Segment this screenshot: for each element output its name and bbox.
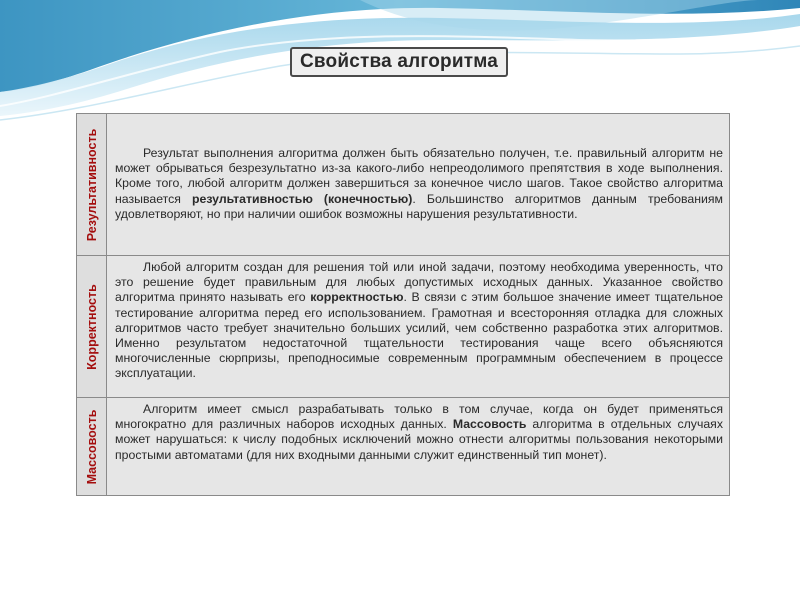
property-label: Корректность	[84, 283, 99, 370]
description-text: Результат выполнения алгоритма должен быть обязательно получен, т.е. правильный алгоритм не может обрываться безрезультатно из-за какого-либо непреодолимого препятствия в ходе выполнения. Кроме того, любой алгоритм должен завершиться за конечное число шагов. Такое свойство алгоритма называется	[115, 146, 723, 206]
row-label-cell	[77, 256, 107, 397]
description-text: . Большинство алгоритмов данным требованиям удовлетворяют, но при наличии ошибок возможны нарушения результативности.	[115, 191, 723, 221]
property-term: корректностью	[310, 290, 404, 305]
description-text: Любой алгоритм создан для решения той или иной задачи, поэтому необходима уверенность, что это решение будет правильным для любых допустимых исходных данных. Указанное свойство алгоритма принято называть его	[115, 260, 723, 305]
property-description	[107, 256, 729, 397]
property-term: результативностью (конечностью)	[192, 191, 413, 206]
table-row	[77, 114, 729, 256]
page-title: Свойства алгоритма	[290, 47, 508, 77]
property-description	[107, 114, 729, 255]
description-text: алгоритма в отдельных случаях может нарушаться: к числу подобных исключений можно отнести алгоритмы пользования некоторыми простыми автоматами (для них входными данными служит единственный тип монет).	[115, 417, 723, 462]
row-label-cell	[77, 114, 107, 255]
properties-table	[76, 113, 730, 496]
property-term: Массовость	[452, 417, 527, 432]
table-row	[77, 256, 729, 398]
property-label: Массовость	[84, 409, 99, 484]
row-label-cell	[77, 398, 107, 495]
description-text: . В связи с этим большое значение имеет тщательное тестирование алгоритма перед его использованием. Грамотная и всесторонняя отладка для сложных алгоритмов часто требует значительно больших усилий, чем собственно разработка этих алгоритмов. Именно результатом недостаточной тщательности тестирования чаще всего объясняются многочисленные сюрпризы, преподносимые современным программным обеспечением в процессе эксплуатации.	[115, 290, 723, 381]
description-text: Алгоритм имеет смысл разрабатывать только в том случае, когда он будет применяться многократно для различных наборов исходных данных.	[115, 402, 723, 432]
property-description	[107, 398, 729, 495]
property-label: Результативность	[84, 128, 99, 241]
table-row	[77, 398, 729, 495]
